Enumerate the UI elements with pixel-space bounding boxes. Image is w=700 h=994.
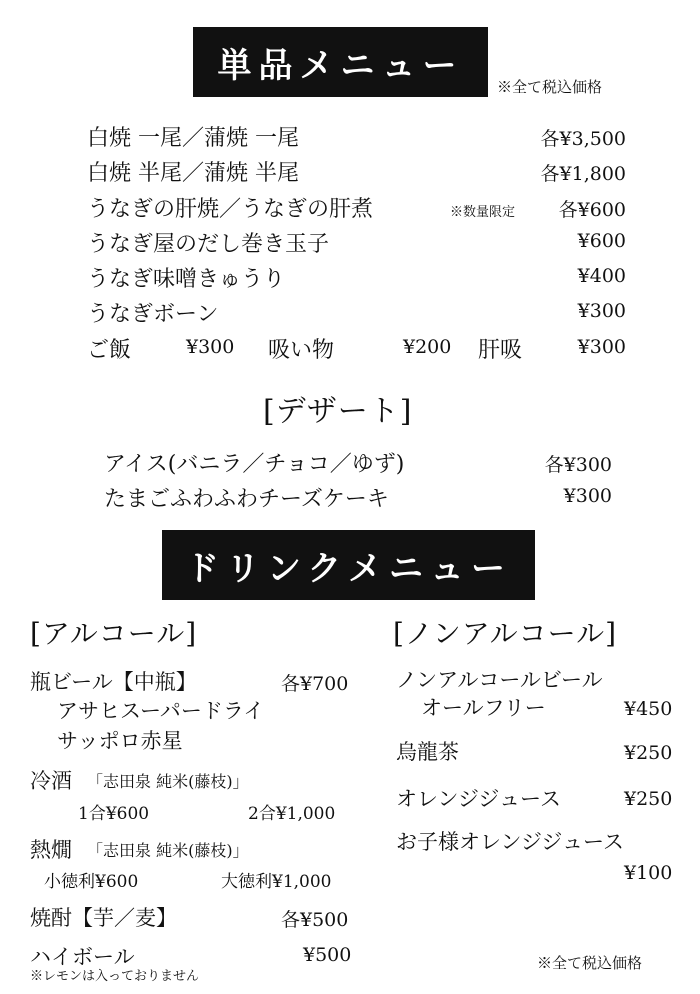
rice-label: ご飯	[87, 338, 132, 363]
hot-sake-name: 熱燗	[30, 838, 72, 862]
cold-sake-desc: 「志田泉 純米(藤枝)」	[87, 772, 249, 791]
limited-quantity-note: ※数量限定	[450, 205, 516, 220]
dessert-heading: [デザート]	[263, 394, 413, 429]
shochu-name: 焼酎【芋／麦】	[30, 906, 177, 930]
menu-item-name: うなぎ味噌きゅうり	[87, 267, 286, 292]
menu-item-price: ¥600	[577, 230, 626, 252]
cold-sake-size-1: 1合¥600	[78, 804, 150, 824]
orange-juice-name: オレンジジュース	[396, 787, 561, 811]
drink-menu-banner	[162, 530, 535, 600]
non-alcohol-heading: [ノンアルコール]	[393, 617, 618, 650]
non-alcohol-beer-name: ノンアルコールビール	[396, 668, 603, 692]
oolong-tea-name: 烏龍茶	[396, 740, 459, 764]
cold-sake-size-2: 2合¥1,000	[248, 804, 336, 824]
kids-orange-juice-name: お子様オレンジジュース	[396, 830, 624, 854]
highball-name: ハイボール	[30, 945, 135, 969]
menu-item-name: うなぎの肝焼／うなぎの肝煮	[87, 197, 374, 222]
non-alcohol-beer-brand: オールフリー	[421, 696, 546, 720]
menu-item-price: 各¥3,500	[540, 128, 626, 150]
orange-juice-price: ¥250	[624, 788, 673, 810]
kimosui-price: ¥300	[577, 336, 626, 358]
single-menu-title: 単品メニュー	[217, 45, 464, 86]
menu-item-name: 白焼 一尾／蒲焼 一尾	[87, 126, 299, 151]
bottle-beer-name: 瓶ビール【中瓶】	[30, 670, 197, 694]
kids-orange-juice-price: ¥100	[624, 862, 673, 884]
oolong-tea-price: ¥250	[624, 742, 673, 764]
menu-item-price: ¥400	[577, 265, 626, 287]
menu-item-price: ¥300	[577, 300, 626, 322]
dessert-item-price: 各¥300	[544, 454, 612, 476]
hot-sake-size-2: 大徳利¥1,000	[221, 872, 332, 892]
tax-note-bottom: ※全て税込価格	[537, 954, 643, 972]
shochu-price: 各¥500	[281, 909, 349, 931]
rice-price: ¥300	[186, 336, 235, 358]
kimosui-label: 肝吸	[478, 338, 523, 363]
menu-item-price: 各¥1,800	[540, 163, 626, 185]
menu-item-name: うなぎボーン	[87, 302, 219, 327]
soup-price: ¥200	[403, 336, 452, 358]
drink-menu-title: ドリンクメニュー	[185, 548, 512, 589]
cold-sake-name: 冷酒	[30, 769, 72, 793]
soup-label: 吸い物	[268, 338, 335, 363]
dessert-item-name: たまごふわふわチーズケーキ	[104, 487, 389, 512]
dessert-item-name: アイス(バニラ／チョコ／ゆず)	[104, 452, 405, 477]
tax-note-top: ※全て税込価格	[497, 78, 603, 96]
highball-note: ※レモンは入っておりません	[30, 969, 200, 984]
highball-price: ¥500	[303, 944, 352, 966]
bottle-beer-price: 各¥700	[281, 673, 349, 695]
hot-sake-size-1: 小徳利¥600	[44, 872, 139, 892]
menu-item-price: 各¥600	[558, 199, 626, 221]
non-alcohol-beer-price: ¥450	[624, 698, 673, 720]
menu-item-name: うなぎ屋のだし巻き玉子	[87, 232, 330, 257]
alcohol-heading: [アルコール]	[30, 617, 198, 650]
single-menu-banner	[193, 27, 488, 97]
menu-item-name: 白焼 半尾／蒲焼 半尾	[87, 161, 299, 186]
hot-sake-desc: 「志田泉 純米(藤枝)」	[87, 841, 249, 860]
beer-brand: アサヒスーパードライ	[57, 699, 265, 723]
dessert-item-price: ¥300	[563, 485, 612, 507]
beer-brand: サッポロ赤星	[57, 729, 183, 753]
